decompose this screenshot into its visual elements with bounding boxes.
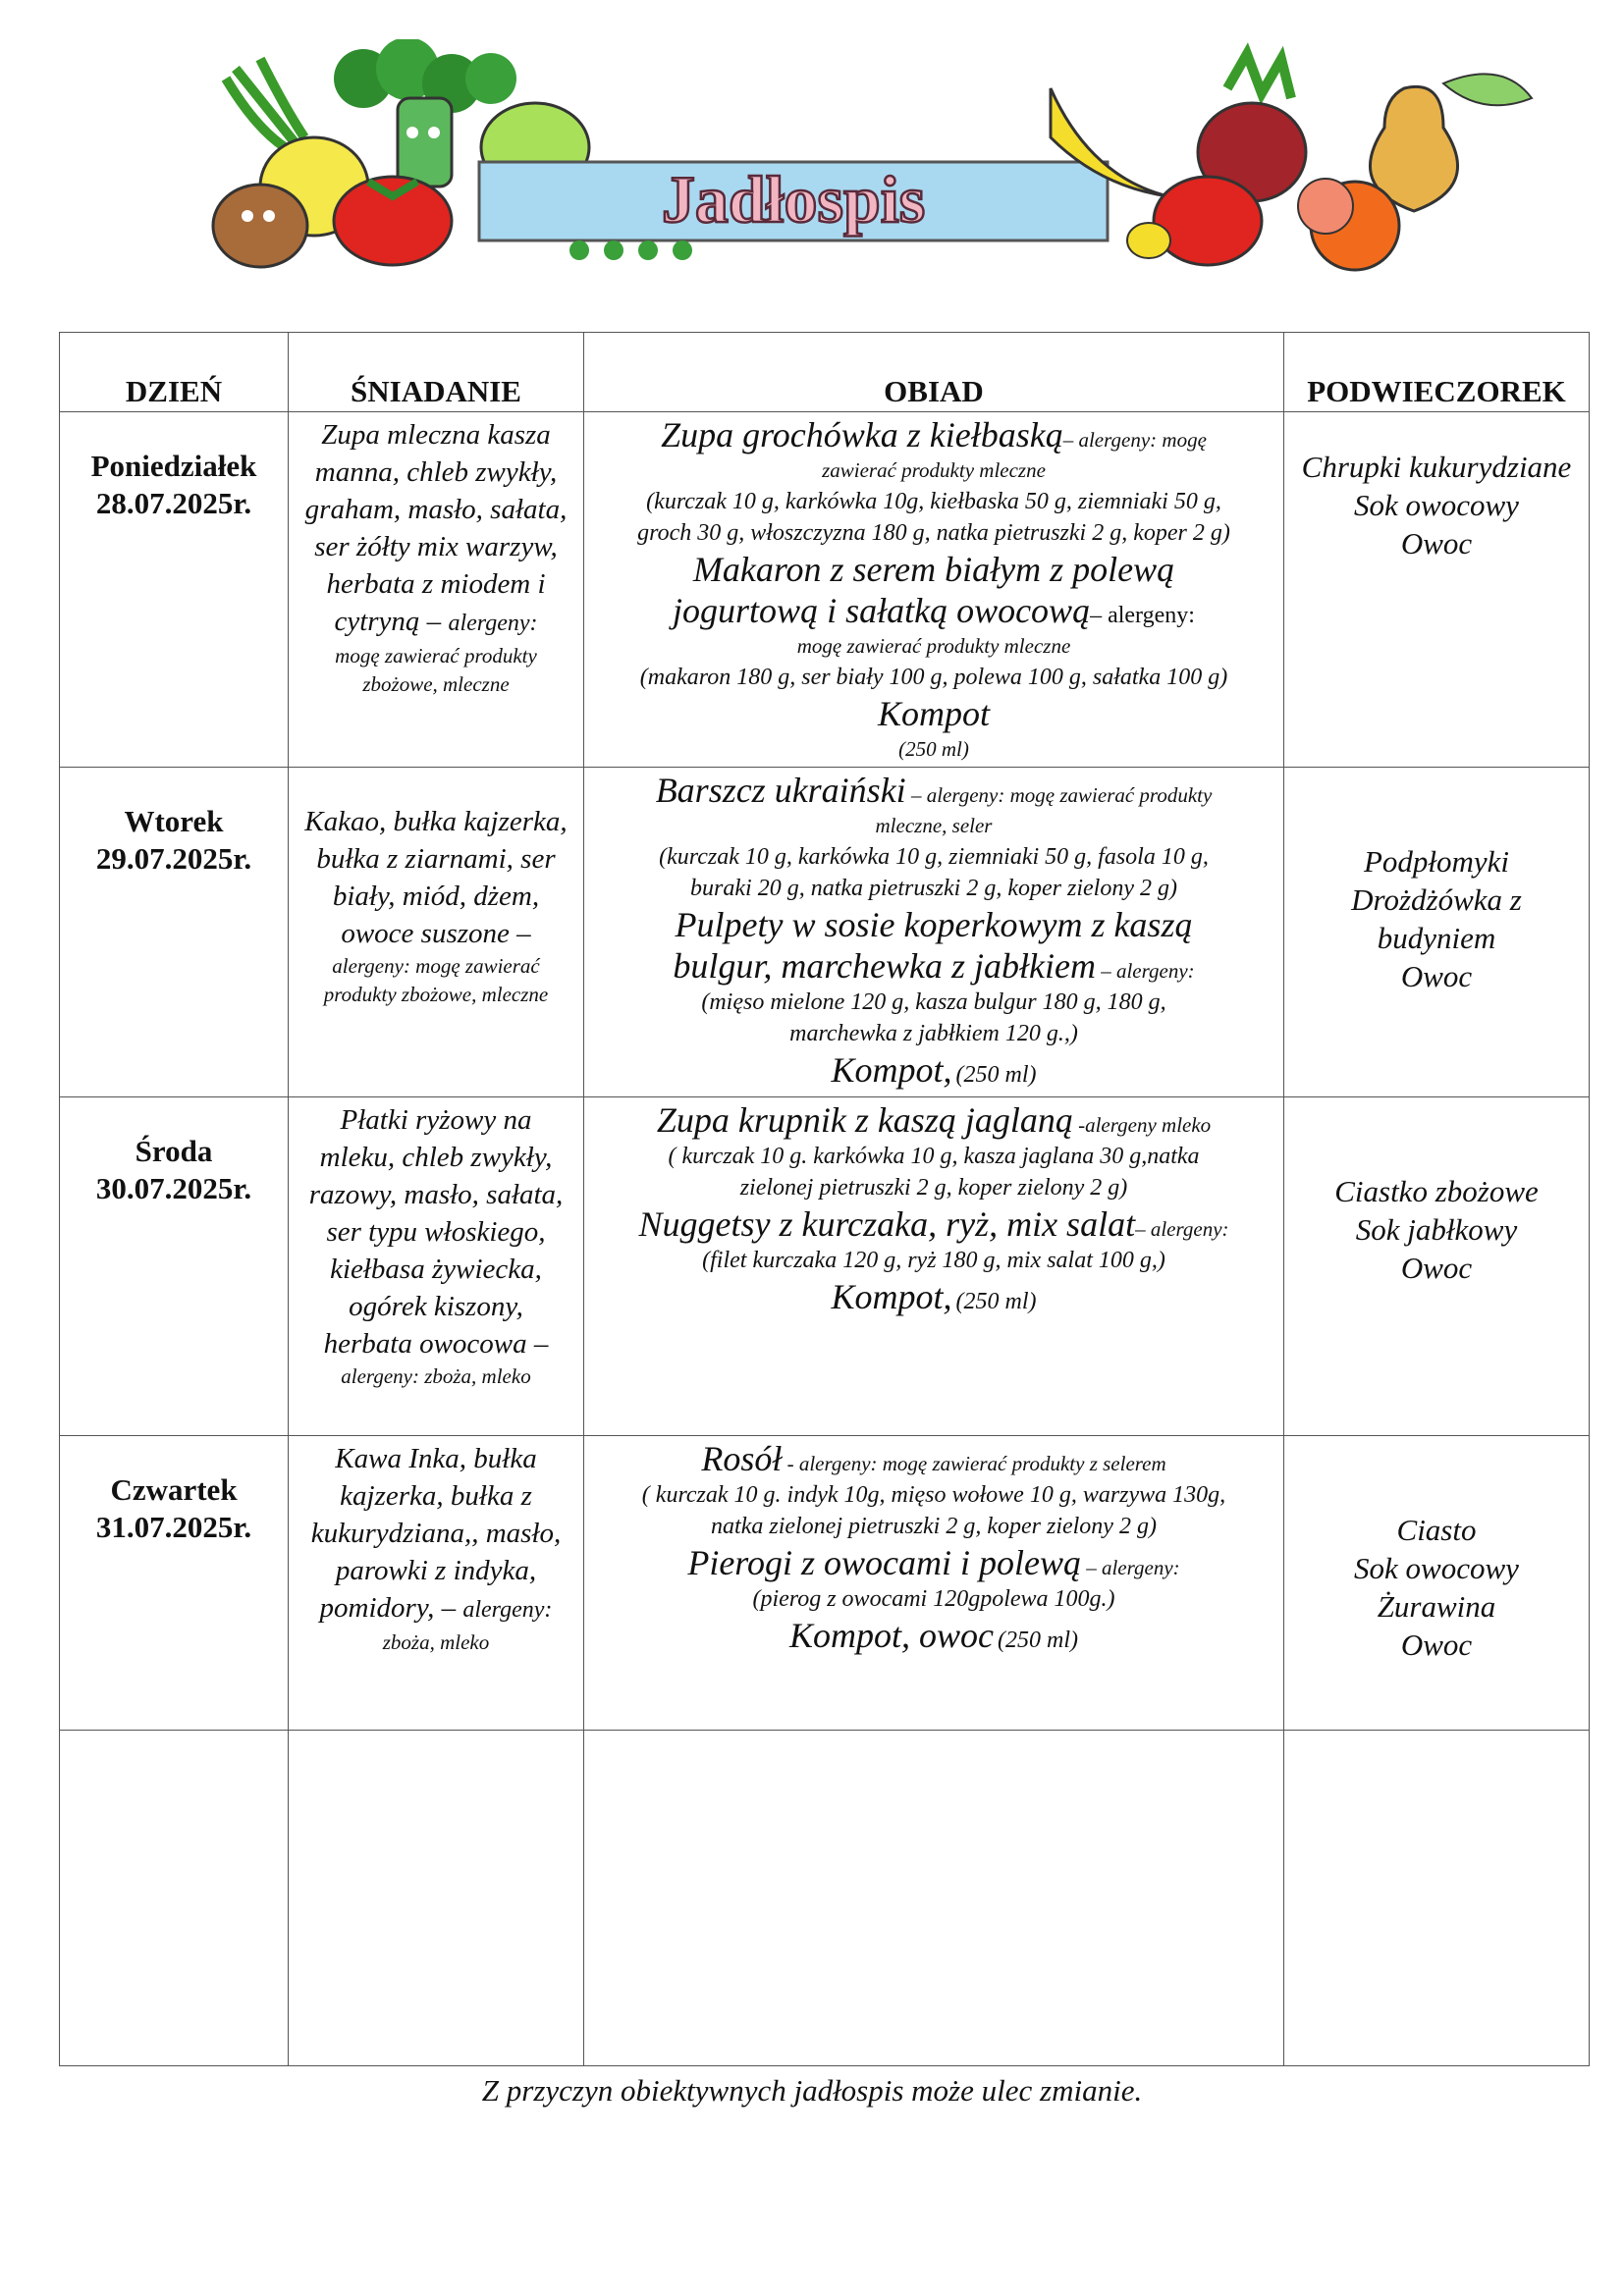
day-cell — [60, 768, 289, 1097]
apple-illustration — [1154, 177, 1262, 265]
menu-table — [59, 332, 1590, 2066]
drink-name: Kompot, owoc — [789, 1616, 995, 1655]
tomato-illustration — [334, 177, 452, 265]
day-cell — [60, 1097, 289, 1436]
dish-name: Rosół — [701, 1439, 783, 1478]
table-row — [60, 1436, 1590, 1731]
day-date: 29.07.2025r. — [95, 841, 252, 876]
drink-name: Kompot, — [831, 1277, 952, 1316]
table-row — [60, 768, 1590, 1097]
breakfast-cell: Płatki ryżowy na mleku, chleb zwykły, razowy, masło, sałata, ser typu włoskiego, kiełbasa żywiecka, ogórek kiszony, herbata owocowa – alergeny: zboża, mleko — [289, 1097, 584, 1436]
snack-cell: Ciasto Sok owocowy Żurawina Owoc — [1284, 1436, 1590, 1731]
day-name: Czwartek — [110, 1472, 238, 1507]
table-row — [60, 412, 1590, 768]
dish-name: Makaron z serem białym z polewą — [692, 550, 1175, 589]
dish-name: Pulpety w sosie koperkowym z kaszą — [675, 905, 1193, 944]
header-day: DZIEŃ — [60, 333, 289, 412]
lemon-illustration — [1127, 223, 1170, 258]
peach-illustration — [1298, 179, 1353, 234]
drink-name: Kompot, — [831, 1050, 952, 1090]
dish-name: Zupa krupnik z kaszą jaglaną — [656, 1100, 1073, 1140]
day-cell — [60, 412, 289, 768]
header-snack: PODWIECZOREK — [1284, 333, 1590, 412]
breakfast-cell: Kakao, bułka kajzerka, bułka z ziarnami, ser biały, miód, dżem, owoce suszone – alergeny: mogę zawierać produkty zbożowe, mleczne — [289, 768, 584, 1097]
breakfast-cell: Zupa mleczna kasza manna, chleb zwykły, graham, masło, sałata, ser żółty mix warzyw, herbata z miodem i cytryną – alergeny: mogę zawierać produkty zbożowe, mleczne — [289, 412, 584, 768]
table-header-row — [60, 333, 1590, 412]
day-name: Wtorek — [124, 804, 224, 838]
dish-name: Zupa grochówka z kiełbaską — [661, 415, 1063, 454]
dish-name: Pierogi z owocami i polewą — [687, 1543, 1081, 1582]
peas-illustration — [569, 240, 692, 260]
lunch-cell: Barszcz ukraiński – alergeny: mogę zawierać produkty mleczne, seler (kurczak 10 g, karkówka 10 g, ziemniaki 50 g, fasola 10 g, buraki 20 g, natka pietruszki 2 g, koper zielony 2 g) Pulpety w sosie koperkowym z kaszą bulgur, marchewka z jabłkiem – alergeny: (mięso mielone 120 g, kasza bulgur 180 g, 180 g, marchewka z jabłkiem 120 g.,) Kompot, (250 ml) — [584, 768, 1284, 1097]
header-breakfast: ŚNIADANIE — [289, 333, 584, 412]
lunch-cell: Zupa krupnik z kaszą jaglaną -alergeny mleko ( kurczak 10 g. karkówka 10 g, kasza jaglana 30 g,natka zielonej pietruszki 2 g, koper zielony 2 g) Nuggetsy z kurczaka, ryż, mix salat– alergeny: (filet kurczaka 120 g, ryż 180 g, mix salat 100 g,) Kompot, (250 ml) — [584, 1097, 1284, 1436]
header-banner — [167, 39, 1581, 275]
day-cell — [60, 1436, 289, 1731]
day-name: Poniedziałek — [90, 449, 257, 483]
dish-name: Nuggetsy z kurczaka, ryż, mix salat — [638, 1204, 1136, 1244]
day-date: 30.07.2025r. — [95, 1171, 252, 1205]
snack-cell: Chrupki kukurydziane Sok owocowy Owoc — [1284, 412, 1590, 768]
drink-name: Kompot — [877, 694, 990, 733]
snack-cell: Ciastko zbożowe Sok jabłkowy Owoc — [1284, 1097, 1590, 1436]
potato-illustration — [213, 185, 307, 267]
snack-cell: Podpłomyki Drożdżówka z budyniem Owoc — [1284, 768, 1590, 1097]
breakfast-cell: Kawa Inka, bułka kajzerka, bułka z kukurydziana,, masło, parowki z indyka, pomidory, – alergeny: zboża, mleko — [289, 1436, 584, 1731]
pear-illustration — [1370, 74, 1532, 211]
header-lunch: OBIAD — [584, 333, 1284, 412]
title-plate — [479, 162, 1108, 240]
banner-title: Jadłospis — [661, 162, 926, 237]
day-date: 28.07.2025r. — [95, 486, 252, 520]
dish-name: Barszcz ukraiński — [655, 771, 906, 810]
empty-row — [60, 1731, 1590, 2066]
day-name: Środa — [135, 1134, 213, 1168]
lunch-cell: Zupa grochówka z kiełbaską– alergeny: mogę zawierać produkty mleczne (kurczak 10 g, karkówka 10g, kiełbaska 50 g, ziemniaki 50 g, groch 30 g, włoszczyzna 180 g, natka pietruszki 2 g, koper 2 g) Makaron z serem białym z polewą jogurtową i sałatką owocową– alergeny: mogę zawierać produkty mleczne (makaron 180 g, ser biały 100 g, polewa 100 g, sałatka 100 g) Kompot (250 ml) — [584, 412, 1284, 768]
table-row — [60, 1097, 1590, 1436]
footer-note: Z przyczyn obiektywnych jadłospis może ulec zmianie. — [481, 2073, 1143, 2108]
lunch-cell: Rosół - alergeny: mogę zawierać produkty z selerem ( kurczak 10 g. indyk 10g, mięso wołowe 10 g, warzywa 130g, natka zielonej pietruszki 2 g, koper zielony 2 g) Pierogi z owocami i polewą – alergeny: (pierog z owocami 120gpolewa 100g.) Kompot, owoc (250 ml) — [584, 1436, 1284, 1731]
day-date: 31.07.2025r. — [95, 1510, 252, 1544]
